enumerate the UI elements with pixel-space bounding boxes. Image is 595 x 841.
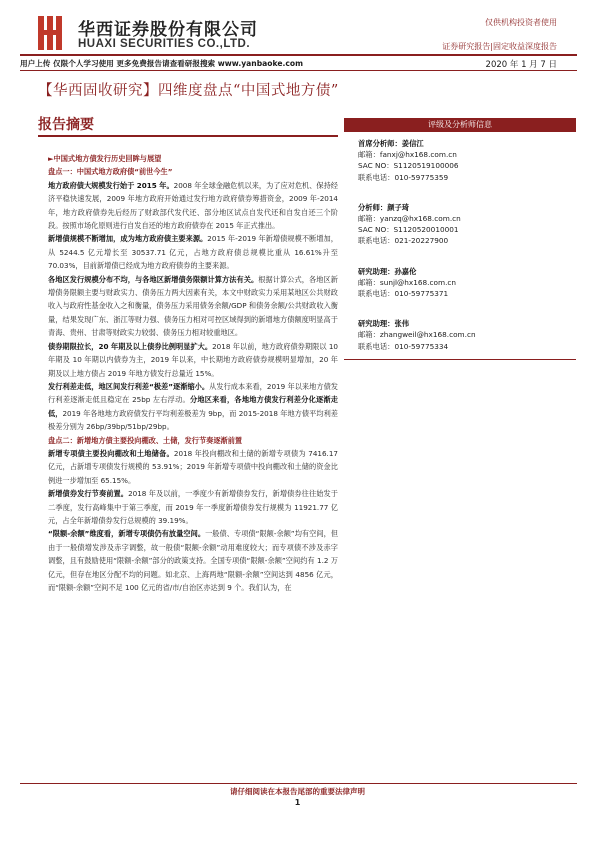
paragraph: 新增债券发行节奏前置。2018 年及以前，一季度少有新增债券发行，新增债券往往始发于二季度，发行高峰集中于第三季度，而 2019 年一季度新增债券发行规模为 11921.77 亿元，占全年新增债券发行总规模的 39.19%。: [48, 489, 338, 525]
body-heading: ►中国式地方债发行历史回眸与展望: [48, 154, 162, 163]
analyst-email[interactable]: fanxj@hx168.com.cn: [379, 150, 457, 160]
paragraph: 地方政府债大规模发行始于 2015 年。2008 年全球金融危机以来，为了应对危机、保持经济平稳快速发展，2009 年地方政府开始通过发行地方政府债券筹措资金，2009 年-2014 年，地方政府债券先后经历了财政部代发代还、部分地区试点自发代还和自发自还三个阶段。按照市场化原则进行自发自还的地方政府债券在 2015 年正式推出。: [48, 180, 338, 231]
sidebar-divider: [344, 359, 576, 360]
report-summary-body: [48, 152, 338, 594]
analyst-card: 研究助理：张伟 邮箱：zhangweil@hx168.com.cn 联系电话：010-59775334: [358, 319, 476, 351]
analyst-card: 首席分析师：姜信江 邮箱：fanxj@hx168.com.cn SAC NO：S1120519100006 联系电话：010-59775359: [358, 139, 459, 182]
paragraph: 各地区发行规模分布不均，与各地区新增债务限额计算方法有关。根据计算公式，各地区新增债务限额主要与财政实力、债务压力两大因素有关，本文中财政实力采用某地区公共财政收入与政府性基金收入之和衡量，债务压力采用债务余额/GDP 和债务余额/公共财政收入衡量，结果发现广东、浙江等财力强、债务压力相对可控区域得到的新增地方债额度明显高于青海、贵州、甘肃等财政实力较弱、债务压力相对较重地区。: [48, 274, 338, 338]
report-title: 【华西固收研究】四维度盘点“中国式地方债”: [38, 83, 339, 99]
paragraph: 新增债规模不断增加，成为地方政府债主要来源。2015 年-2019 年新增债规模不断增加，从 5244.5 亿元增长至 30537.71 亿元，占地方政府债总规模比重从 16.61%升至 70.03%，目前新增债已经成为地方政府债券的主要来源。: [48, 234, 338, 271]
report-date: 2020 年 1 月 7 日: [485, 60, 557, 70]
analyst-sidebar: [344, 118, 576, 360]
footer-divider: [20, 783, 577, 784]
paragraph: 债券期限拉长，20 年期及以上债券比例明显扩大。2018 年以前，地方政府债券期限以 10 年期及 10 年期以内债券为主，2019 年以来，中长期地方政府债券规模明显增加，20 年期及以上地方债占 2019 年地方债发行总量近 15%。: [48, 341, 338, 378]
header-divider-thin: [20, 70, 577, 71]
page-number: 1: [294, 798, 301, 807]
usage-note: 仅供机构投资者使用: [485, 18, 557, 27]
analyst-email[interactable]: sunjl@hx168.com.cn: [379, 277, 457, 287]
legal-disclaimer: 请仔细阅读在本报告尾部的重要法律声明: [230, 787, 365, 796]
section-title: 报告摘要: [38, 117, 94, 133]
paragraph: “限额-余额”维度看，新增专项债仍有放量空间。一般债、专项债“限额-余额”均有空间，但由于一般债增发涉及赤字调整，故一般债“限额-余额”动用难度较大；而专项债不涉及赤字调整，且有鼓励使用“限额-余额”部分的政策支持。全国专项债“限额-余额”空间约有 1.2 万亿元，但存在地区分配不均的问题。如北京、上海两地“限额-余额”空间达到 4856 亿元，而“限额-余额”空间不足 100 亿元的省/市/自治区亦达到 9 个。我们认为，在: [48, 529, 339, 592]
company-name-en: HUAXI SECURITIES CO.,LTD.: [78, 38, 251, 50]
huaxi-logo-icon: [38, 16, 66, 50]
company-name-cn: 华西证券股份有限公司: [78, 20, 258, 40]
analyst-email[interactable]: yanzq@hx168.com.cn: [379, 214, 461, 224]
analyst-card: 分析师：颜子琦 邮箱：yanzq@hx168.com.cn SAC NO：S1120520010001 联系电话：021-20227900: [358, 202, 461, 246]
upload-notice: 用户上传 仅限个人学习使用 更多免费报告请查看研报搜索 www.yanbaoke.com: [20, 59, 303, 68]
section-rule: [38, 135, 338, 137]
analyst-card: 研究助理：孙嘉伦 邮箱：sunjl@hx168.com.cn 联系电话：010-59775371: [358, 266, 457, 299]
analyst-email[interactable]: zhangweil@hx168.com.cn: [379, 330, 476, 340]
header-divider: [20, 54, 577, 56]
paragraph: 新增专项债主要投向棚改和土地储备。2018 年投向棚改和土储的新增专项债为 7416.17 亿元，占新增专项债发行规模的 53.91%；2019 年新增专项债中投向棚改和土储的资金比例进一步增加至 65.15%。: [48, 448, 338, 485]
section-two-heading: 盘点二：新增地方债主要投向棚改、土储，发行节奏逐渐前置: [48, 435, 243, 445]
sidebar-header: 评级及分析师信息: [344, 118, 576, 132]
report-type: 证券研究报告|固定收益深度报告: [442, 42, 557, 51]
section-one-heading: 盘点一：中国式地方政府债“前世今生”: [48, 167, 173, 177]
paragraph: 发行利差走低，地区间发行利差“极差”逐渐缩小。从发行成本来看，2019 年以来地方债发行利差逐渐走低且稳定在 25bp 左右浮动。分地区来看，各地地方债发行利差分化逐渐走低，2019 年各地地方政府债发行平均利差极差为 9bp，而 2015-2018 年地方债平均利差极差分别为 26bp/39bp/51bp/29bp。: [48, 381, 338, 432]
